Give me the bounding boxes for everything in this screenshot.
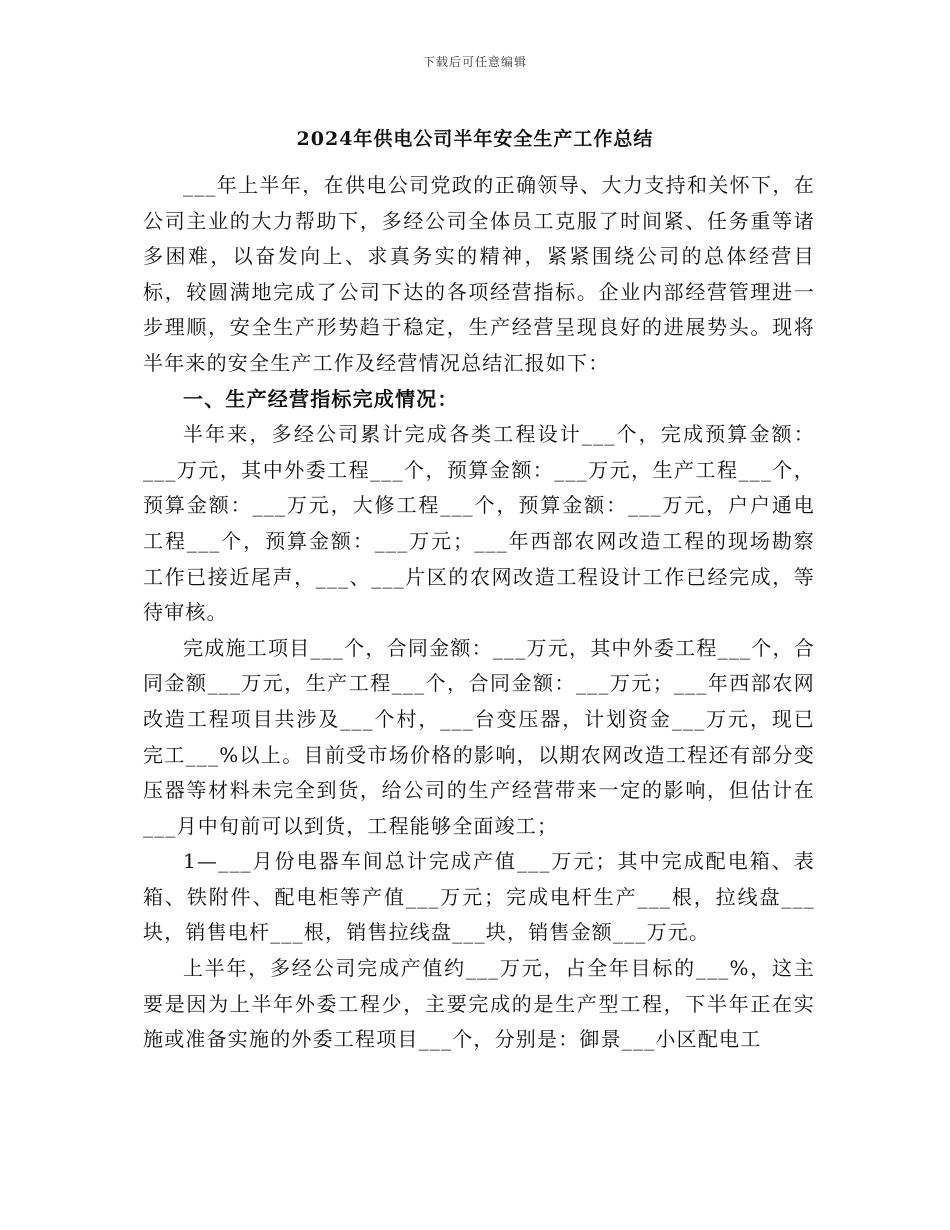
section-heading: 一、生产经营指标完成情况： [183,386,459,411]
document-body [143,168,815,1058]
construction-paragraph: 完成施工项目___个，合同金额：___万元，其中外委工程___个，合同金额___万元，生产工程___个，合同金额：___万元；___年西部农网改造工程项目共涉及___个村，___台变压器，计划资金___万元，现已完工___%以上。目前受市场价格的影响，以期农网改造工程还有部分变压器等材料未完全到货，给公司的生产经营带来一定的影响，但估计在___月中旬前可以到货，工程能够全面竣工； [143,635,815,838]
workshop-paragraph: 1—___月份电器车间总计完成产值___万元；其中完成配电箱、表箱、铁附件、配电柜等产值___万元；完成电杆生产___根，拉线盘___块，销售电杆___根，销售拉线盘___块，销售金额___万元。 [143,849,815,945]
page-header: 下载后可任意编辑 [422,55,527,69]
design-paragraph: 半年来，多经公司累计完成各类工程设计___个，完成预算金额：___万元，其中外委工程___个，预算金额：___万元，生产工程___个，预算金额：___万元，大修工程___个，预算金额：___万元，户户通电工程___个，预算金额：___万元；___年西部农网改造工程的现场勘察工作已接近尾声，___、___片区的农网改造工程设计工作已经完成，等待审核。 [143,422,815,625]
intro-paragraph: ___年上半年，在供电公司党政的正确领导、大力支持和关怀下，在公司主业的大力帮助下，多经公司全体员工克服了时间紧、任务重等诸多困难，以奋发向上、求真务实的精神，紧紧围绕公司的总体经营目标，较圆满地完成了公司下达的各项经营指标。企业内部经营管理进一步理顺，安全生产形势趋于稳定，生产经营呈现良好的进展势头。现将半年来的安全生产工作及经营情况总结汇报如下： [143,173,815,375]
document-title: 2024年供电公司半年安全生产工作总结 [296,128,654,150]
output-paragraph: 上半年，多经公司完成产值约___万元，占全年目标的___%，这主要是因为上半年外委工程少，主要完成的是生产型工程，下半年正在实施或准备实施的外委工程项目___个，分别是：御景___小区配电工 [143,956,815,1052]
